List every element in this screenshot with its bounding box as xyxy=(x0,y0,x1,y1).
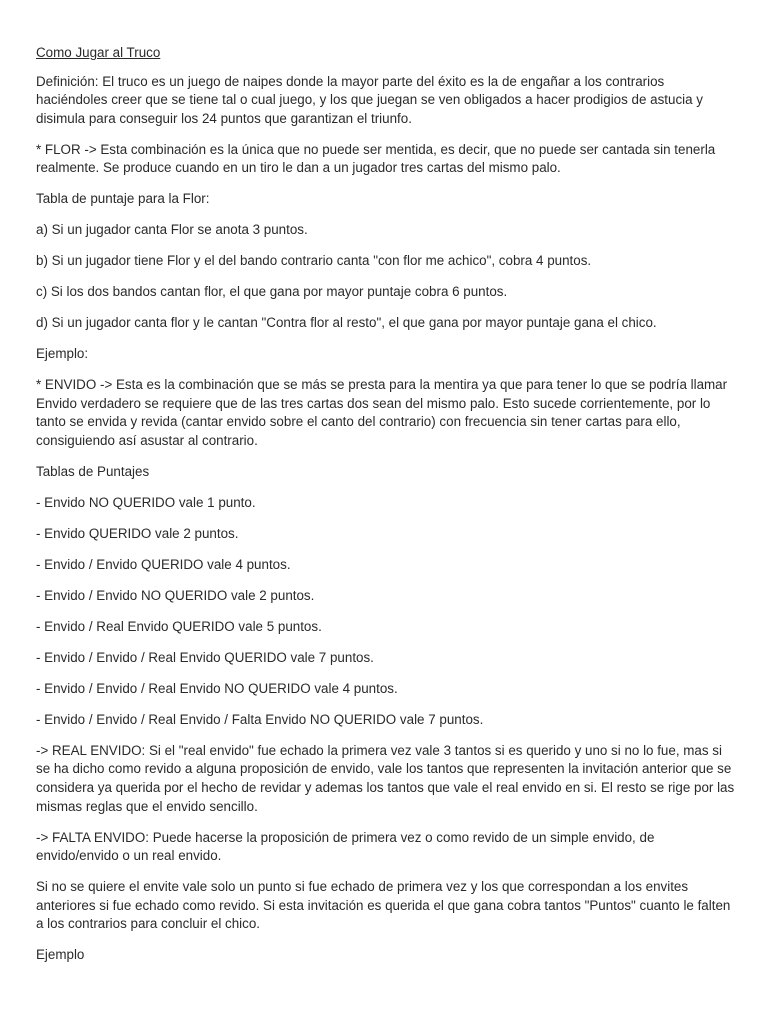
paragraph-flor-table-heading: Tabla de puntaje para la Flor: xyxy=(36,191,210,207)
list-item-envido-3: - Envido / Envido QUERIDO vale 4 puntos. xyxy=(36,556,291,572)
paragraph-envite: Si no se quiere el envite vale solo un punto si fue echado de primera vez y los que correspondan a los envites anteriores si fue echado como revido. Si esta invitación es querida el que gana cobra tantos "Puntos" cuanto le falten a los contrarios para concluir el chico. xyxy=(36,879,731,932)
paragraph-tablas-heading: Tablas de Puntajes xyxy=(36,464,150,480)
paragraph-real-envido: -> REAL ENVIDO: Si el "real envido" fue echado la primera vez vale 3 tantos si es querido y uno si no lo fue, mas si se ha dicho como revido a alguna proposición de envido, vale los tantos que representen la invitación anterior que se considera ya querida por el hecho de revidar y ademas los tantos que vale el real envido en si. El resto se rige por las mismas reglas que el envido sencillo. xyxy=(36,742,735,814)
list-item-envido-6: - Envido / Envido / Real Envido QUERIDO vale 7 puntos. xyxy=(36,649,374,665)
paragraph-flor-d: d) Si un jugador canta flor y le cantan "Contra flor al resto", el que gana por mayor puntaje gana el chico. xyxy=(36,315,657,331)
paragraph-flor: * FLOR -> Esta combinación es la única que no puede ser mentida, es decir, que no puede ser cantada sin tenerla realmente. Se produce cuando en un tiro le dan a un jugador tres cartas del mismo palo. xyxy=(36,141,716,176)
paragraph-falta-envido: -> FALTA ENVIDO: Puede hacerse la proposición de primera vez o como revido de un simple envido, de envido/envido o un real envido. xyxy=(36,829,655,864)
document-title: Como Jugar al Truco xyxy=(36,45,161,60)
list-item-envido-1: - Envido NO QUERIDO vale 1 punto. xyxy=(36,495,256,510)
list-item-envido-2: - Envido QUERIDO vale 2 puntos. xyxy=(36,525,239,541)
paragraph-flor-a: a) Si un jugador canta Flor se anota 3 puntos. xyxy=(36,222,308,238)
list-item-envido-8: - Envido / Envido / Real Envido / Falta Envido NO QUERIDO vale 7 puntos. xyxy=(36,711,484,727)
list-item-envido-4: - Envido / Envido NO QUERIDO vale 2 puntos. xyxy=(36,587,315,603)
paragraph-definicion: Definición: El truco es un juego de naipes donde la mayor parte del éxito es la de engañar a los contrarios haciéndoles creer que se tiene tal o cual juego, y los que juegan se ven obligados a hacer prodigios de astucia y disimula para conseguir los 24 puntos que garantizan el triunfo. xyxy=(36,73,703,126)
list-item-envido-7: - Envido / Envido / Real Envido NO QUERIDO vale 4 puntos. xyxy=(36,680,398,696)
paragraph-envido: * ENVIDO -> Esta es la combinación que se más se presta para la mentira ya que para tener lo que se podría llamar Envido verdadero se requiere que de las tres cartas dos sean del mismo palo. Esto sucede corrientemente, por lo tanto se envida y revida (cantar envido sobre el canto del contrario) con frecuencia sin tener cartas para ello, consiguiendo así asustar al contrario. xyxy=(36,377,728,449)
paragraph-flor-c: c) Si los dos bandos cantan flor, el que gana por mayor puntaje cobra 6 puntos. xyxy=(36,284,508,300)
paragraph-ejemplo-1: Ejemplo: xyxy=(36,346,89,362)
document-page xyxy=(36,44,736,977)
list-item-envido-5: - Envido / Real Envido QUERIDO vale 5 puntos. xyxy=(36,618,322,634)
paragraph-flor-b: b) Si un jugador tiene Flor y el del bando contrario canta "con flor me achico", cobra 4 puntos. xyxy=(36,253,592,269)
paragraph-ejemplo-2: Ejemplo xyxy=(36,947,85,963)
